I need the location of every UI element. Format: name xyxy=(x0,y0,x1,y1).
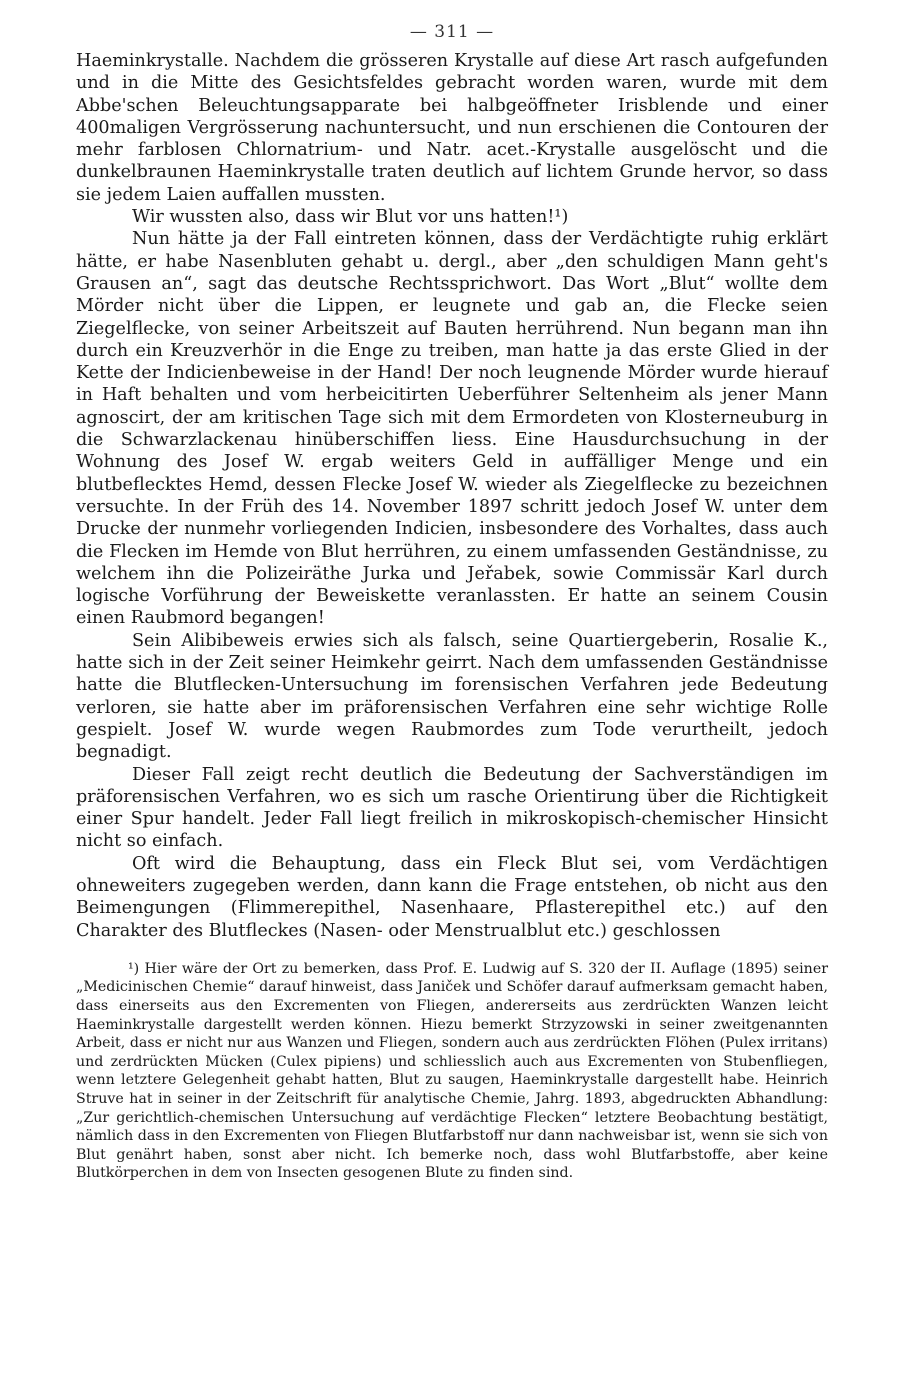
page-number: — 311 — xyxy=(409,22,495,42)
paragraph-significance: Dieser Fall zeigt recht deutlich die Bedeutung der Sachverständigen im präforensischen Verfahren, wo es sich um rasche Orientirung über die Richtigkeit einer Spur handelt. Jeder Fall liegt freilich in mikroskopisch-chemischer Hinsicht nicht so einfach. xyxy=(76,764,828,852)
paragraph-interrogation: Nun hätte ja der Fall eintreten können, dass der Verdächtigte ruhig erklärt hätte, er habe Nasenbluten gehabt u. dergl., aber „den schuldigen Mann geht's Grausen an“, sagt das deutsche Rechtssprichwort. Das Wort „Blut“ wollte dem Mörder nicht über die Lippen, er leugnete und gab an, die Flecke seien Ziegelflecke, von seiner Arbeitszeit auf Bauten herrührend. Nun begann man ihn durch ein Kreuzverhör in die Enge zu treiben, man hatte ja das erste Glied in der Kette der Indicienbeweise in der Hand! Der noch leugnende Mörder wurde hierauf in Haft behalten und vom herbeicitirten Ueberführer Seltenheim als jener Mann agnoscirt, der am kritischen Tage sich mit dem Ermordeten von Klosterneuburg in die Schwarzlackenau hinüberschiffen liess. Eine Hausdurchsuchung in der Wohnung des Josef W. ergab weiters Geld in auffälliger Menge und ein blutbeflecktes Hemd, dessen Flecke Josef W. wieder als Ziegelflecke zu bezeichnen versuchte. In der Früh des 14. November 1897 schritt jedoch Josef W. unter dem Drucke der nunmehr vorliegenden Indicien, insbesondere des Vorhaltes, dass auch die Flecken im Hemde von Blut herrühren, zu einem umfassenden Geständnisse, zu welchem ihn die Polizeiräthe Jurka und Jeřabek, sowie Commissär Karl durch logische Vorführung der Beweiskette veranlassten. Er hatte an seinem Cousin einen Raubmord begangen! xyxy=(76,229,828,629)
footnotes xyxy=(76,960,828,1183)
body-text xyxy=(76,50,828,942)
footnote-1: ¹) Hier wäre der Ort zu bemerken, dass Prof. E. Ludwig auf S. 320 der II. Auflage (1895) seiner „Medicinischen Chemie“ darauf hinweist, dass Janiček und Schöfer darauf aufmerksam gemacht haben, dass einerseits aus den Excrementen von Fliegen, andererseits aus zerdrückten Wanzen leicht Haeminkrystalle dargestellt werden können. Hiezu bemerkt Strzyzowski in seiner zweitgenannten Arbeit, dass er nicht nur aus Wanzen und Fliegen, sondern auch aus zerdrückten Flöhen (Pulex irritans) und zerdrückten Mücken (Culex pipiens) und schliesslich auch aus Excrementen von Stubenfliegen, wenn letztere Gelegenheit gehabt hatten, Blut zu saugen, Haeminkrystalle dargestellt habe. Heinrich Struve hat in seiner in der Zeitschrift für analytische Chemie, Jahrg. 1893, abgedruckten Abhandlung: „Zur gerichtlich-chemischen Untersuchung auf verdächtige Flecken“ letztere Beobachtung bestätigt, nämlich dass in den Excrementen von Fliegen Blutfarbstoff nur dann nachweisbar ist, wenn sie sich von Blut genährt haben, sonst aber nicht. Ich bemerke noch, dass wohl Blutfarbstoffe, aber keine Blutkörperchen in dem von Insecten gesogenen Blute zu finden sind. xyxy=(76,960,828,1182)
document-page xyxy=(76,22,828,1183)
paragraph-admissions: Oft wird die Behauptung, dass ein Fleck Blut sei, vom Verdächtigen ohneweiters zugegeben werden, dann kann die Frage entstehen, ob nicht aus den Beimengungen (Flimmerepithel, Nasenhaare, Pflasterepithel etc.) auf den Charakter des Blutfleckes (Nasen- oder Menstrualblut etc.) geschlossen xyxy=(76,853,828,941)
paragraph-alibi: Sein Alibibeweis erwies sich als falsch, seine Quartiergeberin, Rosalie K., hatte sich in der Zeit seiner Heimkehr geirrt. Nach dem umfassenden Geständnisse hatte die Blutflecken-Untersuchung im forensischen Verfahren jede Bedeutung verloren, sie hatte aber im präforensischen Verfahren eine sehr wichtige Rolle gespielt. Josef W. wurde wegen Raubmordes zum Tode verurtheilt, jedoch begnadigt. xyxy=(76,630,828,763)
paragraph-continuation: Haeminkrystalle. Nachdem die grösseren Krystalle auf diese Art rasch aufgefunden und in die Mitte des Gesichtsfeldes gebracht worden waren, wurde mit dem Abbe'schen Beleuchtungsapparate bei halbgeöffneter Irisblende und einer 400maligen Vergrösserung nachuntersucht, und nun erschienen die Contouren der mehr farblosen Chlornatrium- und Natr. acet.-Krystalle ausgelöscht und die dunkelbraunen Haeminkrystalle traten deutlich auf lichtem Grunde hervor, so dass sie jedem Laien auffallen mussten. xyxy=(76,51,828,205)
paragraph-blood-confirmed: Wir wussten also, dass wir Blut vor uns hatten!¹) xyxy=(132,207,569,228)
